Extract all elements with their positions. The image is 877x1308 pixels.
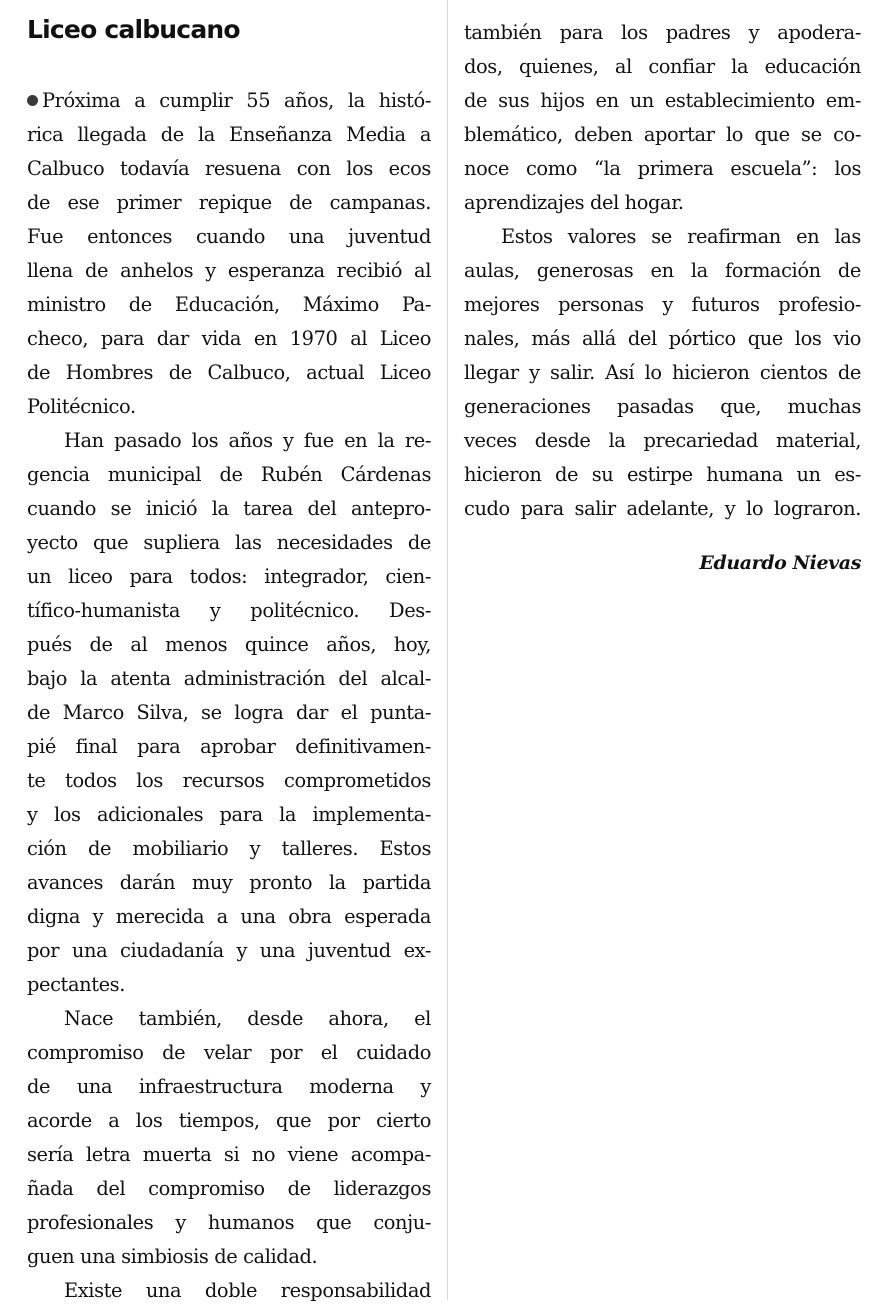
- text-line: dos, quienes, al confiar la educación: [464, 55, 861, 78]
- text-line: cuando se inició la tarea del antepro-: [27, 497, 431, 520]
- column-divider: [447, 0, 448, 1300]
- text-line: Próxima a cumplir 55 años, la histó-: [27, 84, 431, 118]
- text-line: te todos los recursos comprometidos: [27, 769, 431, 792]
- text-line: Estos valores se reafirman en las: [501, 225, 861, 248]
- text-line: digna y merecida a una obra esperada: [27, 905, 431, 928]
- text-line: de Marco Silva, se logra dar el punta-: [27, 701, 431, 724]
- text-line: checo, para dar vida en 1970 al Liceo: [27, 327, 431, 350]
- text-line: ministro de Educación, Máximo Pa-: [27, 293, 431, 316]
- text-line: tífico-humanista y politécnico. Des-: [27, 599, 431, 622]
- text-line: gencia municipal de Rubén Cárdenas: [27, 463, 431, 486]
- text-line: noce como “la primera escuela”: los: [464, 157, 861, 180]
- text-line: nales, más allá del pórtico que los vio: [464, 327, 861, 350]
- text-line: aulas, generosas en la formación de: [464, 259, 861, 282]
- text-line: llegar y salir. Así lo hicieron cientos de: [464, 361, 861, 384]
- text-line: también para los padres y apodera-: [464, 21, 861, 44]
- text-line: blemático, deben aportar lo que se co-: [464, 123, 861, 146]
- text-line: aprendizajes del hogar.: [464, 191, 684, 214]
- text-line: yecto que supliera las necesidades de: [27, 531, 431, 554]
- text-line: sería letra muerta si no viene acompa-: [27, 1143, 431, 1166]
- text-line: pié final para aprobar definitivamen-: [27, 735, 431, 758]
- text-line: profesionales y humanos que conju-: [27, 1211, 431, 1234]
- text-line: pectantes.: [27, 973, 125, 996]
- bullet-icon: [27, 95, 38, 106]
- text-line: de sus hijos en un establecimiento em-: [464, 89, 861, 112]
- text-line: llena de anhelos y esperanza recibió al: [27, 259, 431, 282]
- text-line: de Hombres de Calbuco, actual Liceo: [27, 361, 431, 384]
- text-line: compromiso de velar por el cuidado: [27, 1041, 431, 1064]
- text-line: guen una simbiosis de calidad.: [27, 1245, 318, 1268]
- article-author: Eduardo Nievas: [699, 552, 861, 574]
- text-line: cudo para salir adelante, y lo lograron.: [464, 497, 861, 520]
- text-line: bajo la atenta administración del alcal-: [27, 667, 431, 690]
- text-line: hicieron de su estirpe humana un es-: [464, 463, 861, 486]
- text-line: por una ciudadanía y una juventud ex-: [27, 939, 431, 962]
- text-line: avances darán muy pronto la partida: [27, 871, 431, 894]
- article-headline: Liceo calbucano: [27, 15, 240, 44]
- text-line: Politécnico.: [27, 395, 136, 418]
- text-line: ción de mobiliario y talleres. Estos: [27, 837, 431, 860]
- text-line: generaciones pasadas que, muchas: [464, 395, 861, 418]
- text-line: ñada del compromiso de liderazgos: [27, 1177, 431, 1200]
- text-line: un liceo para todos: integrador, cien-: [27, 565, 431, 588]
- text-line: y los adicionales para la implementa-: [27, 803, 431, 826]
- text-line: Calbuco todavía resuena con los ecos: [27, 157, 431, 180]
- text-line: Han pasado los años y fue en la re-: [64, 429, 431, 452]
- text-line: rica llegada de la Enseñanza Media a: [27, 123, 431, 146]
- text-line: Existe una doble responsabilidad: [64, 1279, 431, 1302]
- text-line: Nace también, desde ahora, el: [64, 1007, 431, 1030]
- text-line: de una infraestructura moderna y: [27, 1075, 431, 1098]
- text-line: veces desde la precariedad material,: [464, 429, 861, 452]
- text-line: pués de al menos quince años, hoy,: [27, 633, 431, 656]
- text-line: de ese primer repique de campanas.: [27, 191, 431, 214]
- text-line: Fue entonces cuando una juventud: [27, 225, 431, 248]
- text-line: acorde a los tiempos, que por cierto: [27, 1109, 431, 1132]
- text-line: mejores personas y futuros profesio-: [464, 293, 861, 316]
